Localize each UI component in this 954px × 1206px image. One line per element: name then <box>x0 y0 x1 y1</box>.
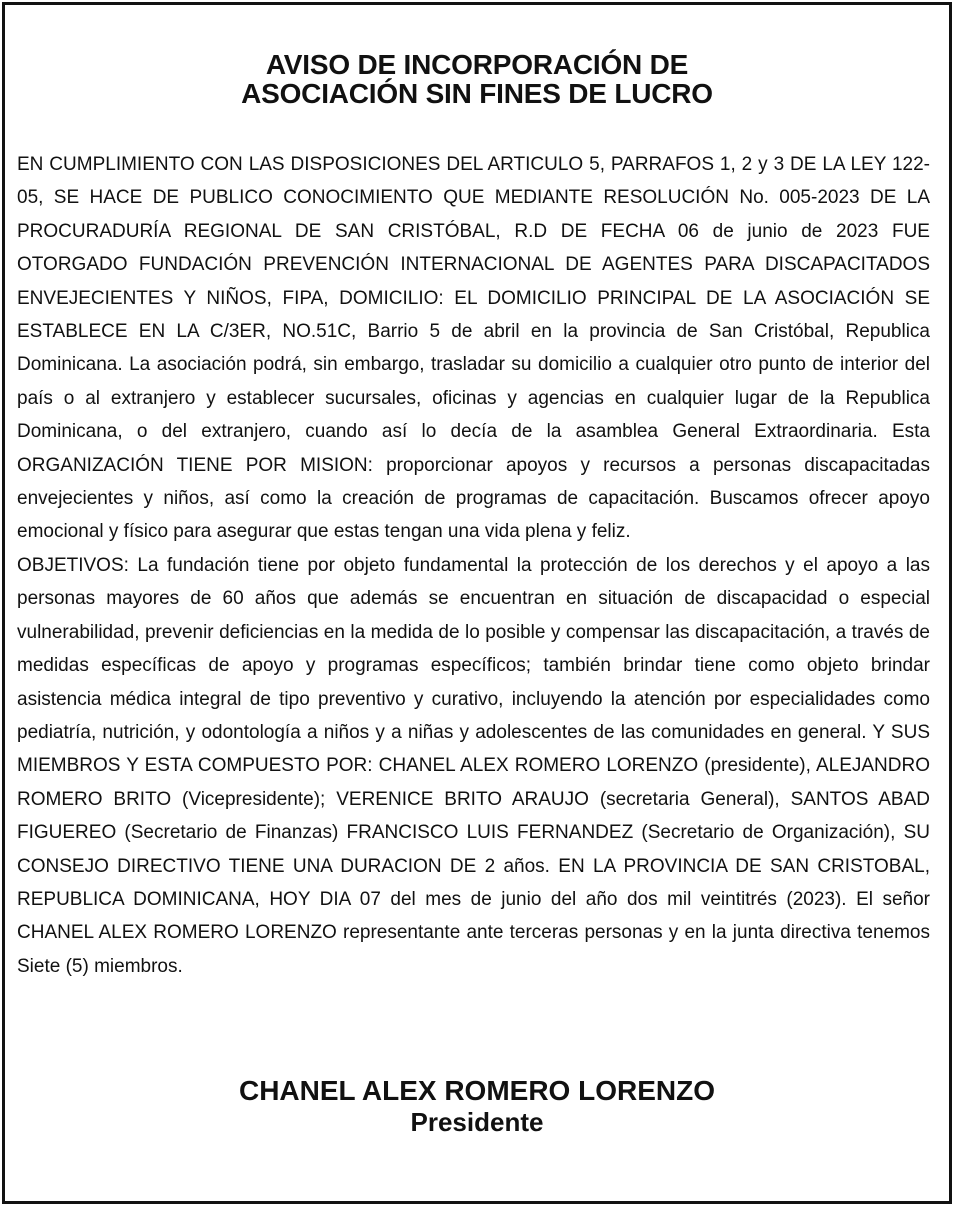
notice-paragraph-objectives: OBJETIVOS: La fundación tiene por objeto fundamental la protección de los derechos y el apoyo a las personas mayores de 60 años que además se encuentran en situación de discapacidad o especial vulnerabilidad, prevenir deficiencias en la medida de lo posible y compensar las discapacitación, a través de medidas específicas de apoyo y programas específicos; también brindar tiene como objeto brindar asistencia médica integral de tipo preventivo y curativo, incluyendo la atención por especialidades como pediatría, nutrición, y odontología a niños y a niñas y adolescentes de las comunidades en general. Y SUS MIEMBROS Y ESTA COMPUESTO POR: CHANEL ALEX ROMERO LORENZO (presidente), ALEJANDRO ROMERO BRITO (Vicepresidente); VERENICE BRITO ARAUJO (secretaria General), SANTOS ABAD FIGUEREO (Secretario de Finanzas) FRANCISCO LUIS FERNANDEZ (Secretario de Organización), SU CONSEJO DIRECTIVO TIENE UNA DURACION DE 2 años. EN LA PROVINCIA DE SAN CRISTOBAL, REPUBLICA DOMINICANA, HOY DIA 07 del mes de junio del año dos mil veintitrés (2023). El señor CHANEL ALEX ROMERO LORENZO representante ante terceras personas y en la junta directiva tenemos Siete (5) miembros. <box>17 554 930 977</box>
signature-block <box>0 1074 954 1136</box>
notice-body <box>17 148 930 983</box>
notice-title-line-2: ASOCIACIÓN SIN FINES DE LUCRO <box>241 78 713 109</box>
signature-name: CHANEL ALEX ROMERO LORENZO <box>238 1075 715 1106</box>
notice-paragraph-mission: EN CUMPLIMIENTO CON LAS DISPOSICIONES DEL ARTICULO 5, PARRAFOS 1, 2 y 3 DE LA LEY 122-05, SE HACE DE PUBLICO CONOCIMIENTO QUE MEDIANTE RESOLUCIÓN No. 005-2023 DE LA PROCURADURÍA REGIONAL DE SAN CRISTÓBAL, R.D DE FECHA 06 de junio de 2023 FUE OTORGADO FUNDACIÓN PREVENCIÓN INTERNACIONAL DE AGENTES PARA DISCAPACITADOS ENVEJECIENTES Y NIÑOS, FIPA, DOMICILIO: EL DOMICILIO PRINCIPAL DE LA ASOCIACIÓN SE ESTABLECE EN LA C/3ER, NO.51C, Barrio 5 de abril en la provincia de San Cristóbal, Republica Dominicana. La asociación podrá, sin embargo, trasladar su domicilio a cualquier otro punto de interior del país o al extranjero y establecer sucursales, oficinas y agencias en cualquier lugar de la Republica Dominicana, o del extranjero, cuando así lo decía de la asamblea General Extraordinaria. Esta ORGANIZACIÓN TIENE POR MISION: proporcionar apoyos y recursos a personas discapacitadas envejecientes y niños, así como la creación de programas de capacitación. Buscamos ofrecer apoyo emocional y físico para asegurar que estas tengan una vida plena y feliz. <box>17 154 930 543</box>
notice-title-line-1: AVISO DE INCORPORACIÓN DE <box>265 49 689 80</box>
notice-title <box>0 50 954 108</box>
signature-role: Presidente <box>410 1107 544 1137</box>
